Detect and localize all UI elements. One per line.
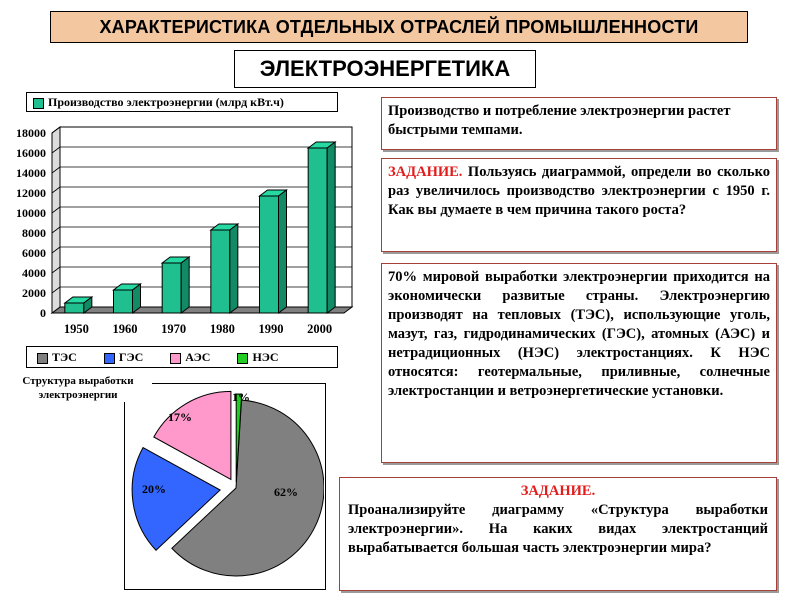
y-tick-label: 4000: [22, 266, 46, 280]
y-tick-label: 12000: [16, 186, 46, 200]
legend-label-ges: ГЭС: [118, 350, 144, 364]
task2-box: [339, 477, 777, 591]
legend-item-aes: [170, 347, 210, 367]
task1-box: [381, 158, 777, 252]
y-tick-label: 2000: [22, 286, 46, 300]
growth-text: Производство и потребление электроэнергии растет быстрыми темпами.: [388, 103, 731, 138]
legend-swatch-tes: [37, 353, 48, 364]
x-tick-label: 2000: [307, 322, 333, 336]
x-tick-label: 1960: [112, 322, 138, 336]
bar: [260, 190, 287, 313]
x-tick-label: 1980: [209, 322, 235, 336]
bar-chart-legend: [26, 92, 338, 112]
legend-item-tes: [37, 347, 77, 367]
plot-floor: [52, 307, 352, 313]
x-tick-label: 1950: [63, 322, 89, 336]
legend-swatch-ges: [104, 353, 115, 364]
info-text: 70% мировой выработки электроэнергии приходится на экономически развитые страны. Электроэнергию производят на тепловых (ТЭС), использующие уголь, мазут, газ, гидродинамических (ГЭС), атомных (АЭС) и нетрадиционных (НЭС) электростанциях. К НЭС относятся: геотермальные, приливные, солнечные электростанции и ветроэнергетические установки.: [388, 269, 770, 399]
pie-label: 20%: [142, 482, 166, 496]
task1-label: ЗАДАНИЕ.: [388, 164, 463, 180]
legend-label-tes: ТЭС: [52, 350, 77, 364]
bar-chart: [0, 118, 360, 348]
bar: [211, 224, 238, 313]
pie-chart-legend: [26, 346, 338, 368]
pie-chart: [124, 383, 324, 588]
task1-text: Пользуясь диаграммой, определи во сколько раз увеличилось производство электроэнергии с 1950 г. Как вы думаете в чем причина такого роста?: [388, 164, 770, 218]
bar: [114, 284, 141, 313]
y-tick-label: 14000: [16, 166, 46, 180]
legend-swatch-aes: [170, 353, 181, 364]
legend-swatch-nes: [237, 353, 248, 364]
bar: [162, 257, 189, 313]
task2-label: ЗАДАНИЕ.: [520, 483, 596, 499]
legend-item-ges: [104, 347, 143, 367]
y-tick-label: 16000: [16, 146, 46, 160]
plot-side-wall: [52, 127, 60, 313]
legend-label-production: Производство электроэнергии (млрд кВт.ч): [48, 95, 284, 109]
pie-label: 17%: [168, 410, 192, 424]
bar: [308, 142, 335, 313]
pie-label: 1%: [232, 390, 250, 404]
growth-note: [381, 97, 777, 150]
y-tick-label: 10000: [16, 206, 46, 220]
section-title: ЭЛЕКТРОЭНЕРГЕТИКА: [234, 50, 536, 88]
info-box: [381, 263, 777, 463]
x-tick-label: 1990: [258, 322, 284, 336]
y-tick-label: 8000: [22, 226, 46, 240]
legend-label-aes: АЭС: [185, 350, 211, 364]
y-tick-label: 6000: [22, 246, 46, 260]
pie-label: 62%: [274, 485, 298, 499]
legend-label-nes: НЭС: [252, 350, 279, 364]
bar: [65, 297, 92, 313]
task2-text: Проанализируйте диаграмму «Структура выработки электроэнергии». На каких видах электростанций вырабатывается большая часть электроэнергии мира?: [348, 502, 768, 556]
y-tick-label: 0: [40, 306, 46, 320]
y-tick-label: 18000: [16, 126, 46, 140]
x-tick-label: 1970: [161, 322, 187, 336]
legend-item-nes: [237, 347, 278, 367]
legend-swatch-production: [33, 98, 44, 109]
header-title: ХАРАКТЕРИСТИКА ОТДЕЛЬНЫХ ОТРАСЛЕЙ ПРОМЫШЛЕННОСТИ: [50, 11, 748, 43]
pie-chart-title: Структура выработки электроэнергии: [4, 374, 152, 402]
